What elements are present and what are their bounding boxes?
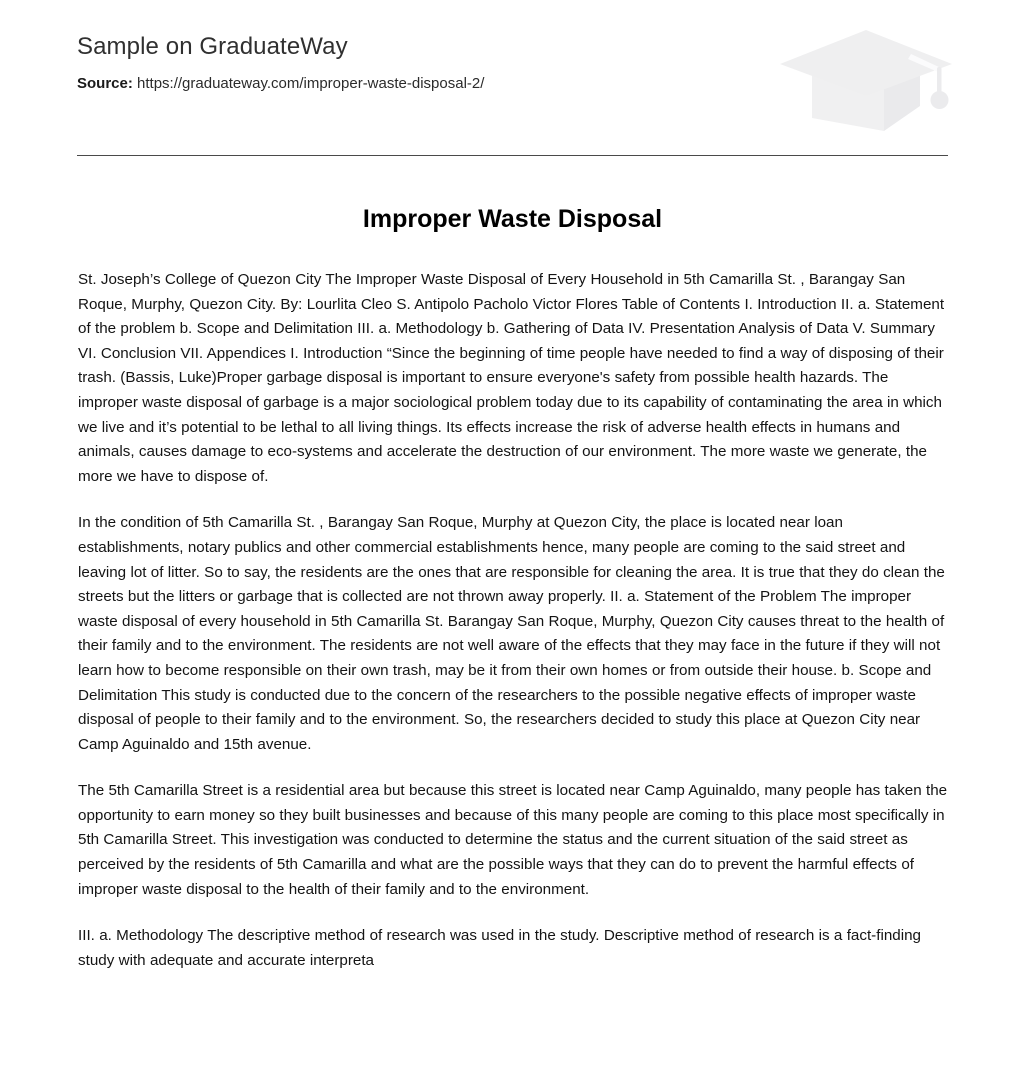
paragraph-1: St. Joseph’s College of Quezon City The Improper Waste Disposal of Every Household in 5th Camarilla St. , Barangay San Roque, Murphy, Quezon City. By: Lourlita Cleo S. Antipolo Pacholo Victor Flores Table of Contents I. Introduction II. a. Statement of the problem b. Scope and Delimitation III. a. Methodology b. Gathering of Data IV. Presentation Analysis of Data V. Summary VI. Conclusion VII. Appendices I. Introduction “Since the beginning of time people have needed to find a way of disposing of their trash. (Bassis, Luke)Proper garbage disposal is important to ensure everyone's safety from possible health hazards. The improper waste disposal of garbage is a major sociological problem today due to its capability of contaminating the area in which we live and it’s potential to be lethal to all living things. Its effects increase the risk of adverse health effects in humans and animals, causes damage to eco-systems and accelerate the destruction of our environment. The more waste we generate, the more we have to dispose of. xyxy=(78,271,945,485)
page-title: Improper Waste Disposal xyxy=(362,205,663,233)
source-url[interactable]: https://graduateway.com/improper-waste-disposal-2/ xyxy=(137,75,485,92)
page-header xyxy=(77,32,948,132)
paragraph-4: III. a. Methodology The descriptive method of research was used in the study. Descriptive method of research is a fact-finding study with adequate and accurate interpreta xyxy=(78,927,921,969)
source-label: Source: xyxy=(77,75,133,92)
paragraph-3: The 5th Camarilla Street is a residential area but because this street is located near Camp Aguinaldo, many people has taken the opportunity to earn money so they built businesses and because of this many people are coming to this place most specifically in 5th Camarilla Street. This investigation was conducted to determine the status and the current situation of the said street as perceived by the residents of 5th Camarilla and what are the possible ways that they can do to prevent the harmful effects of improper waste disposal to the health of their family and to the environment. xyxy=(78,782,948,898)
brand-title: Sample on GraduateWay xyxy=(77,33,348,60)
header-divider xyxy=(77,155,948,156)
source-line xyxy=(77,74,948,94)
paragraph-2: In the condition of 5th Camarilla St. , Barangay San Roque, Murphy at Quezon City, the place is located near loan establishments, notary publics and other commercial establishments hence, many people are coming to the said street and leaving lot of litter. So to say, the residents are the ones that are responsible for cleaning the area. It is true that they do clean the streets but the litters or garbage that is collected are not thrown away properly. II. a. Statement of the Problem The improper waste disposal of every household in 5th Camarilla St. Barangay San Roque, Murphy, Quezon City causes threat to the health of their family and to the environment. The residents are not well aware of the effects that they may face in the future if they will not learn how to become responsible on their own trash, may be it from their own homes or from outside their house. b. Scope and Delimitation This study is conducted due to the concern of the researchers to the possible negative effects of improper waste disposal of people to their family and to the environment. So, the researchers decided to study this place at Quezon City near Camp Aguinaldo and 15th avenue. xyxy=(78,514,945,753)
article-body xyxy=(78,268,950,973)
